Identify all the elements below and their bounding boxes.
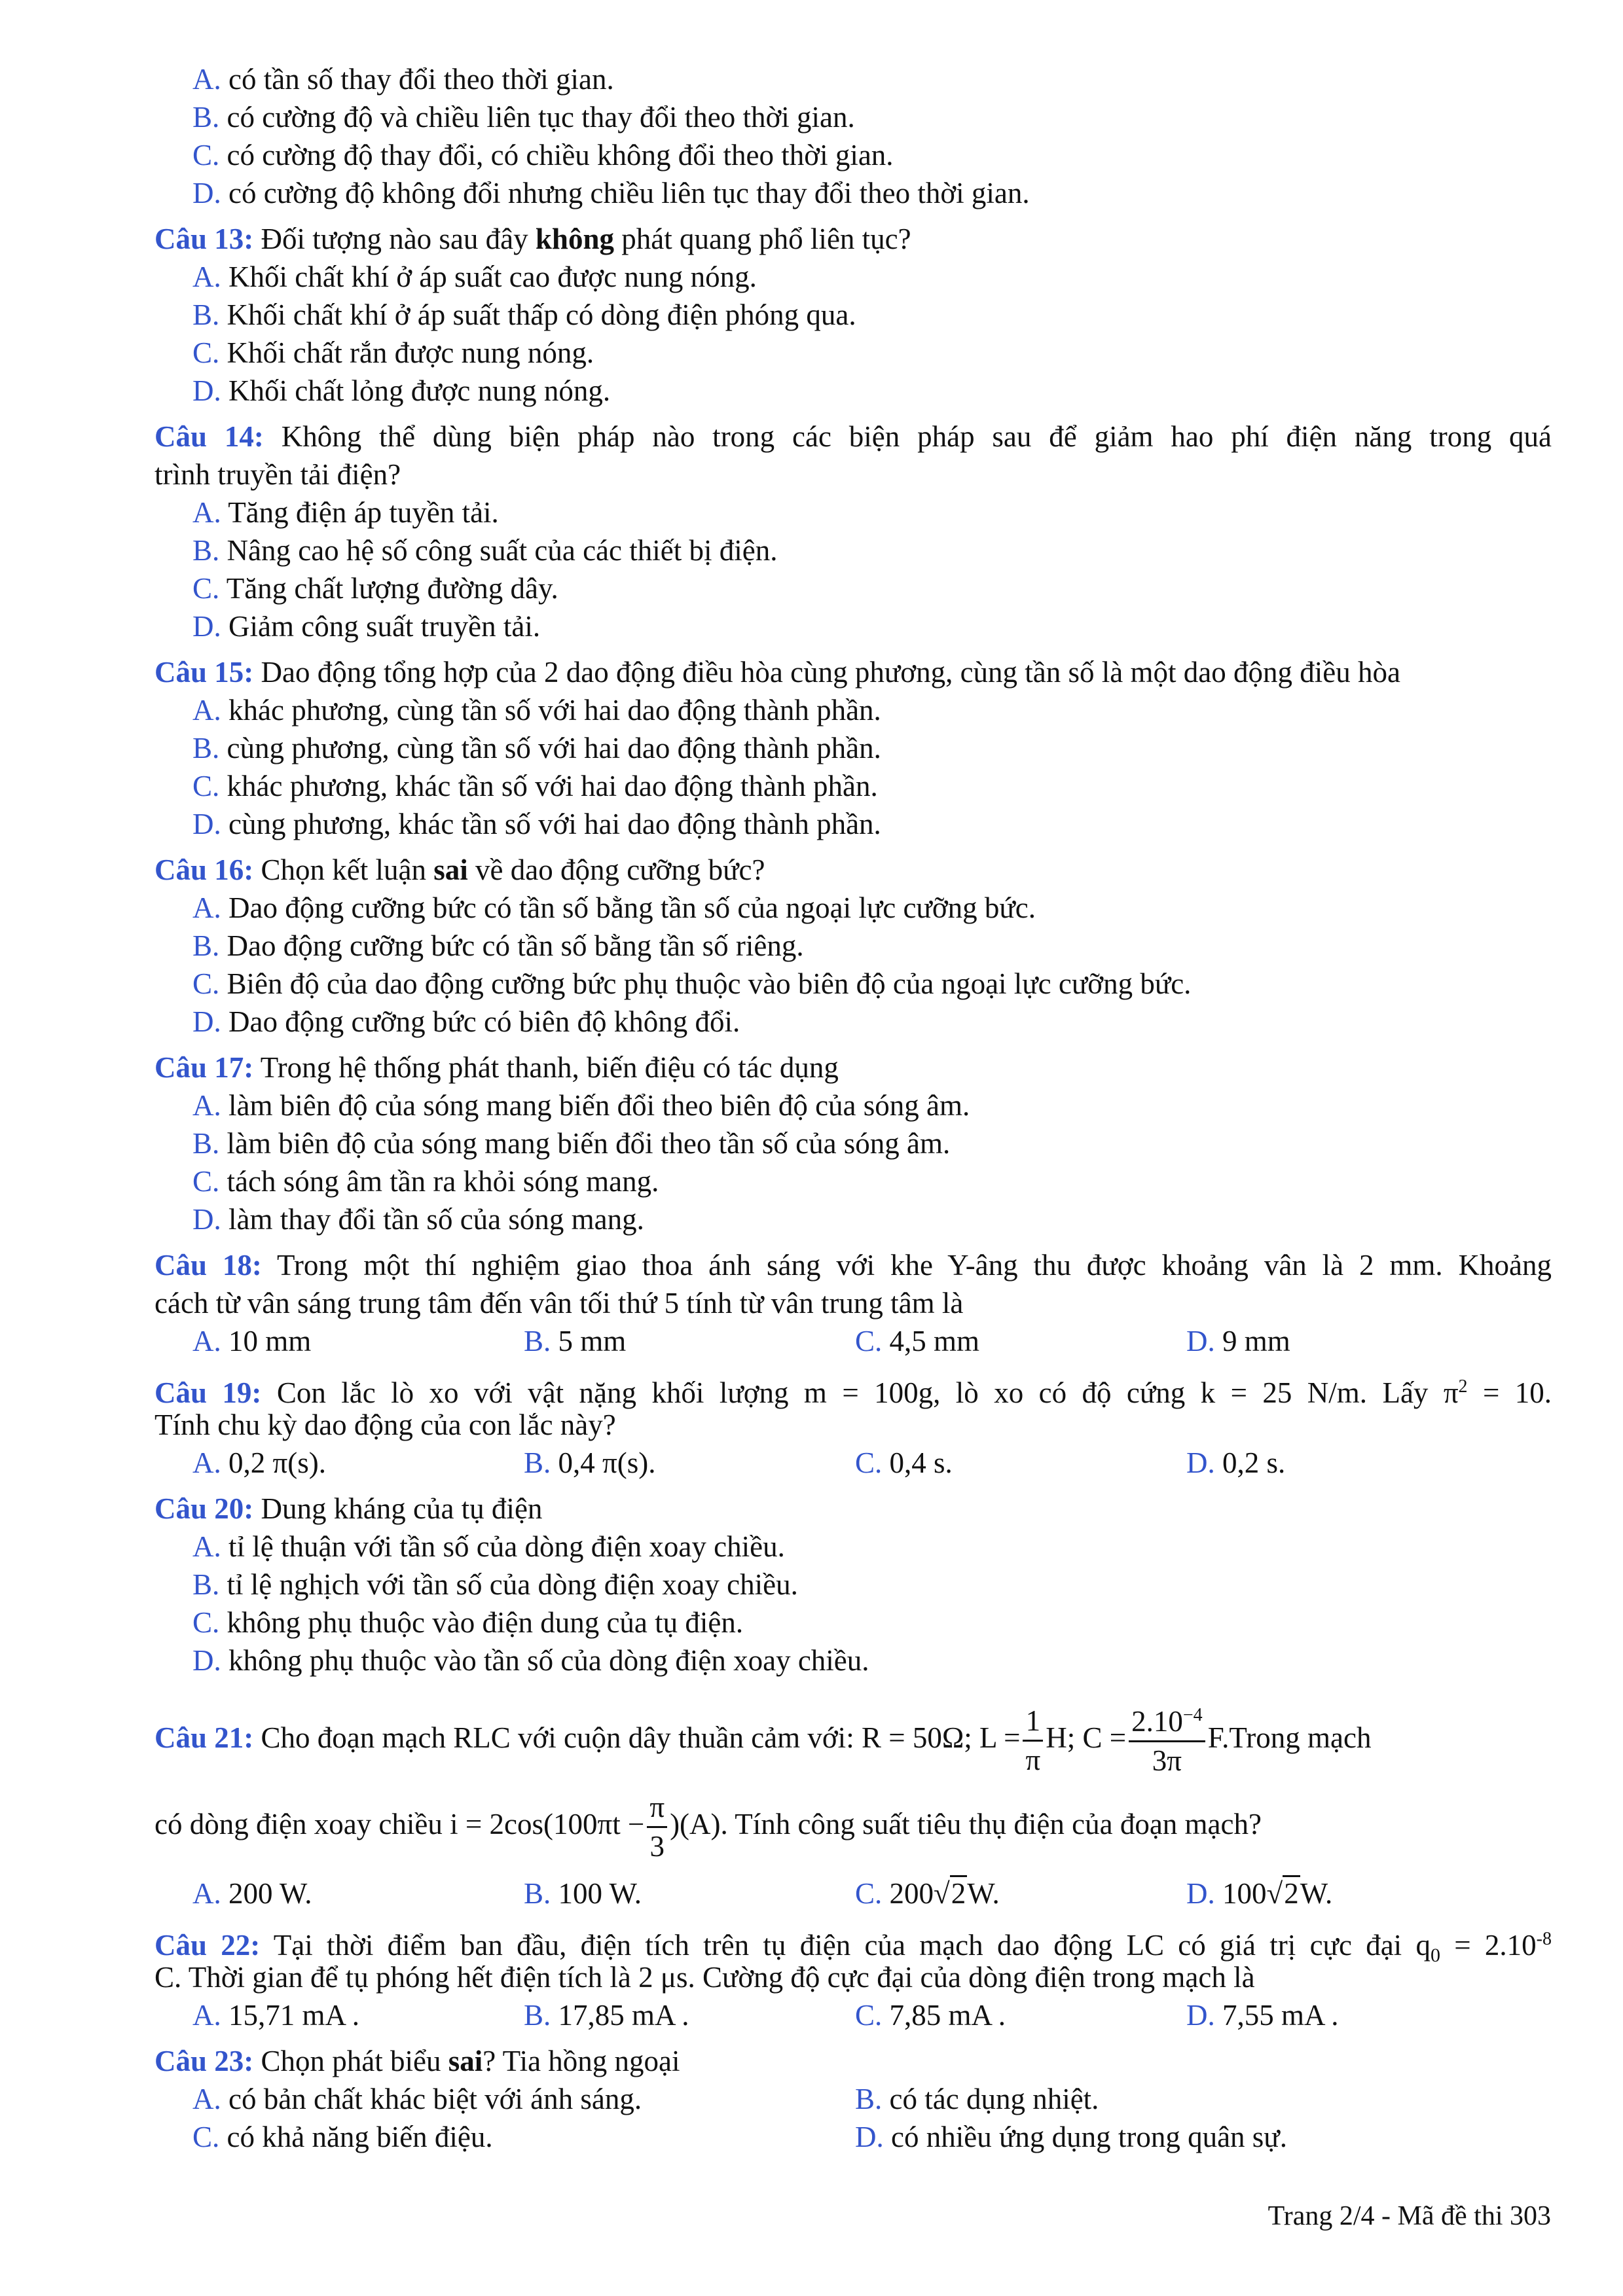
question-21-stem-cont: có dòng điện xoay chiều i = 2cos(100πt − $\frac{\pi}{3}$ )(A). Tính công suất tiêu thụ điện của đoạn mạch?	[155, 1791, 1262, 1863]
question-21-stem: Câu 21: Cho đoạn mạch RLC với cuộn dây thuần cảm với: R = 50Ω; L = $\frac{1}{\pi}$ H; C = $\frac{2.10^{-4}}{3\pi}$ F.Trong mạch	[155, 1704, 1372, 1777]
page-footer: Trang 2/4 - Mã đề thi 303	[1267, 2201, 1551, 2231]
exam-page: A. có tần số thay đổi theo thời gian. B. có cường độ và chiều liên tục thay đổi theo thời gian. C. có cường độ thay đổi, có chiều không đổi theo thời gian. D. có cường độ không đổi nhưng chiều liên tục thay đổi theo thời gian. Câu 13: Đối tượng nào sau đây không phát quang phổ liên tục? A. Khối chất khí ở áp suất cao được nung nóng. B. Khối chất khí ở áp suất thấp có dòng điện phóng qua. C. Khối chất rắn được nung nóng. D. Khối chất lỏng được nung nóng. Câu 14: Không thể dùng biện pháp nào trong các biện pháp sau để giảm hao phí điện năng trong quá trình truyền tải điện? A. Tăng điện áp tuyền tải. B. Nâng cao hệ số công suất của các thiết bị điện. C. Tăng chất lượng đường dây. D. Giảm công suất truyền tải. Câu 15: Dao động tổng hợp của 2 dao động điều hòa cùng phương, cùng tần số là một dao động điều hòa A. khác phương, cùng tần số với hai dao động thành phần. B. cùng phương, cùng tần số với hai dao động thành phần. C. khác phương, khác tần số với hai dao động thành phần. D. cùng phương, khác tần số với hai dao động thành phần. Câu 16: Chọn kết luận sai về dao động cưỡng bức? A. Dao động cưỡng bức có tần số bằng tần số của ngoại lực cưỡng bức. B. Dao động cưỡng bức có tần số bằng tần số riêng. C. Biên độ của dao động cưỡng bức phụ thuộc vào biên độ của ngoại lực cưỡng bức. D. Dao động cưỡng bức có biên độ không đổi. Câu 17: Trong hệ thống phát thanh, biến điệu có tác dụng A. làm biên độ của sóng mang biến đổi theo biên độ của sóng âm. B. làm biên độ của sóng mang biến đổi theo tần số của sóng âm. C. tách sóng âm tần ra khỏi sóng mang. D. làm thay đổi tần số của sóng mang. Câu 18: Trong một thí nghiệm giao thoa ánh sáng với khe Y-âng thu được khoảng vân là 2 mm. Khoảng cách từ vân sáng trung tâm đến vân tối thứ 5 tính từ vân trung tâm là A. 10 mm B. 5 mm C. 4,5 mm D. 9 mm Câu 19: Con lắc lò xo với vật nặng khối lượng m = 100g, lò xo có độ cứng k = 25 N/m. Lấy $\pi^2 = 10$. Tính chu kỳ dao động của con lắc này? A. 0,2 π(s). B. 0,4 π(s). C. 0,4 s. D. 0,2 s. Câu 20: Dung kháng của tụ điện A. tỉ lệ thuận với tần số của dòng điện xoay chiều. B. tỉ lệ nghịch với tần số của dòng điện xoay chiều. C. không phụ thuộc vào điện dung của tụ điện. D. không phụ thuộc vào tần số của dòng điện xoay chiều. Câu 21: Cho đoạn mạch RLC với cuộn dây thuần cảm với: R = 50Ω; L = $\frac{1}{\pi}$ H; C = $\frac{2.10^{-4}}{3\pi}$ F.Trong mạch có dòng điện xoay chiều i = 2cos(100πt − $\frac{\pi}{3}$ )(A). Tính công suất tiêu thụ điện của đoạn mạch? A. 200 W. B. 100 W. C. 200√2W. D. 100√2W. Câu 22: Tại thời điểm ban đầu, điện tích trên tụ điện của mạch dao động LC có giá trị cực đại $q_0 = 2.10^{-8}$ C. Thời gian để tụ phóng hết điện tích là 2 μs. Cường độ cực đại của dòng điện trong mạch là A. 15,71 mA . B. 17,85 mA . C. 7,85 mA . D. 7,55 mA . Câu 23: Chọn phát biểu sai? Tia hồng ngoại A. có bản chất khác biệt với ánh sáng. B. có tác dụng nhiệt. C. có khả năng biến điệu. D. có nhiều ứng dụng trong quân sự. Trang 2/4 - Mã đề thi 303	[0, 0, 1623, 2296]
capacitance-fraction: $\frac{2.10^{-4}}{3\pi}$	[1129, 1706, 1205, 1776]
inductance-fraction: $\frac{1}{\pi}$	[1023, 1706, 1043, 1775]
phase-fraction: $\frac{\pi}{3}$	[647, 1793, 667, 1861]
